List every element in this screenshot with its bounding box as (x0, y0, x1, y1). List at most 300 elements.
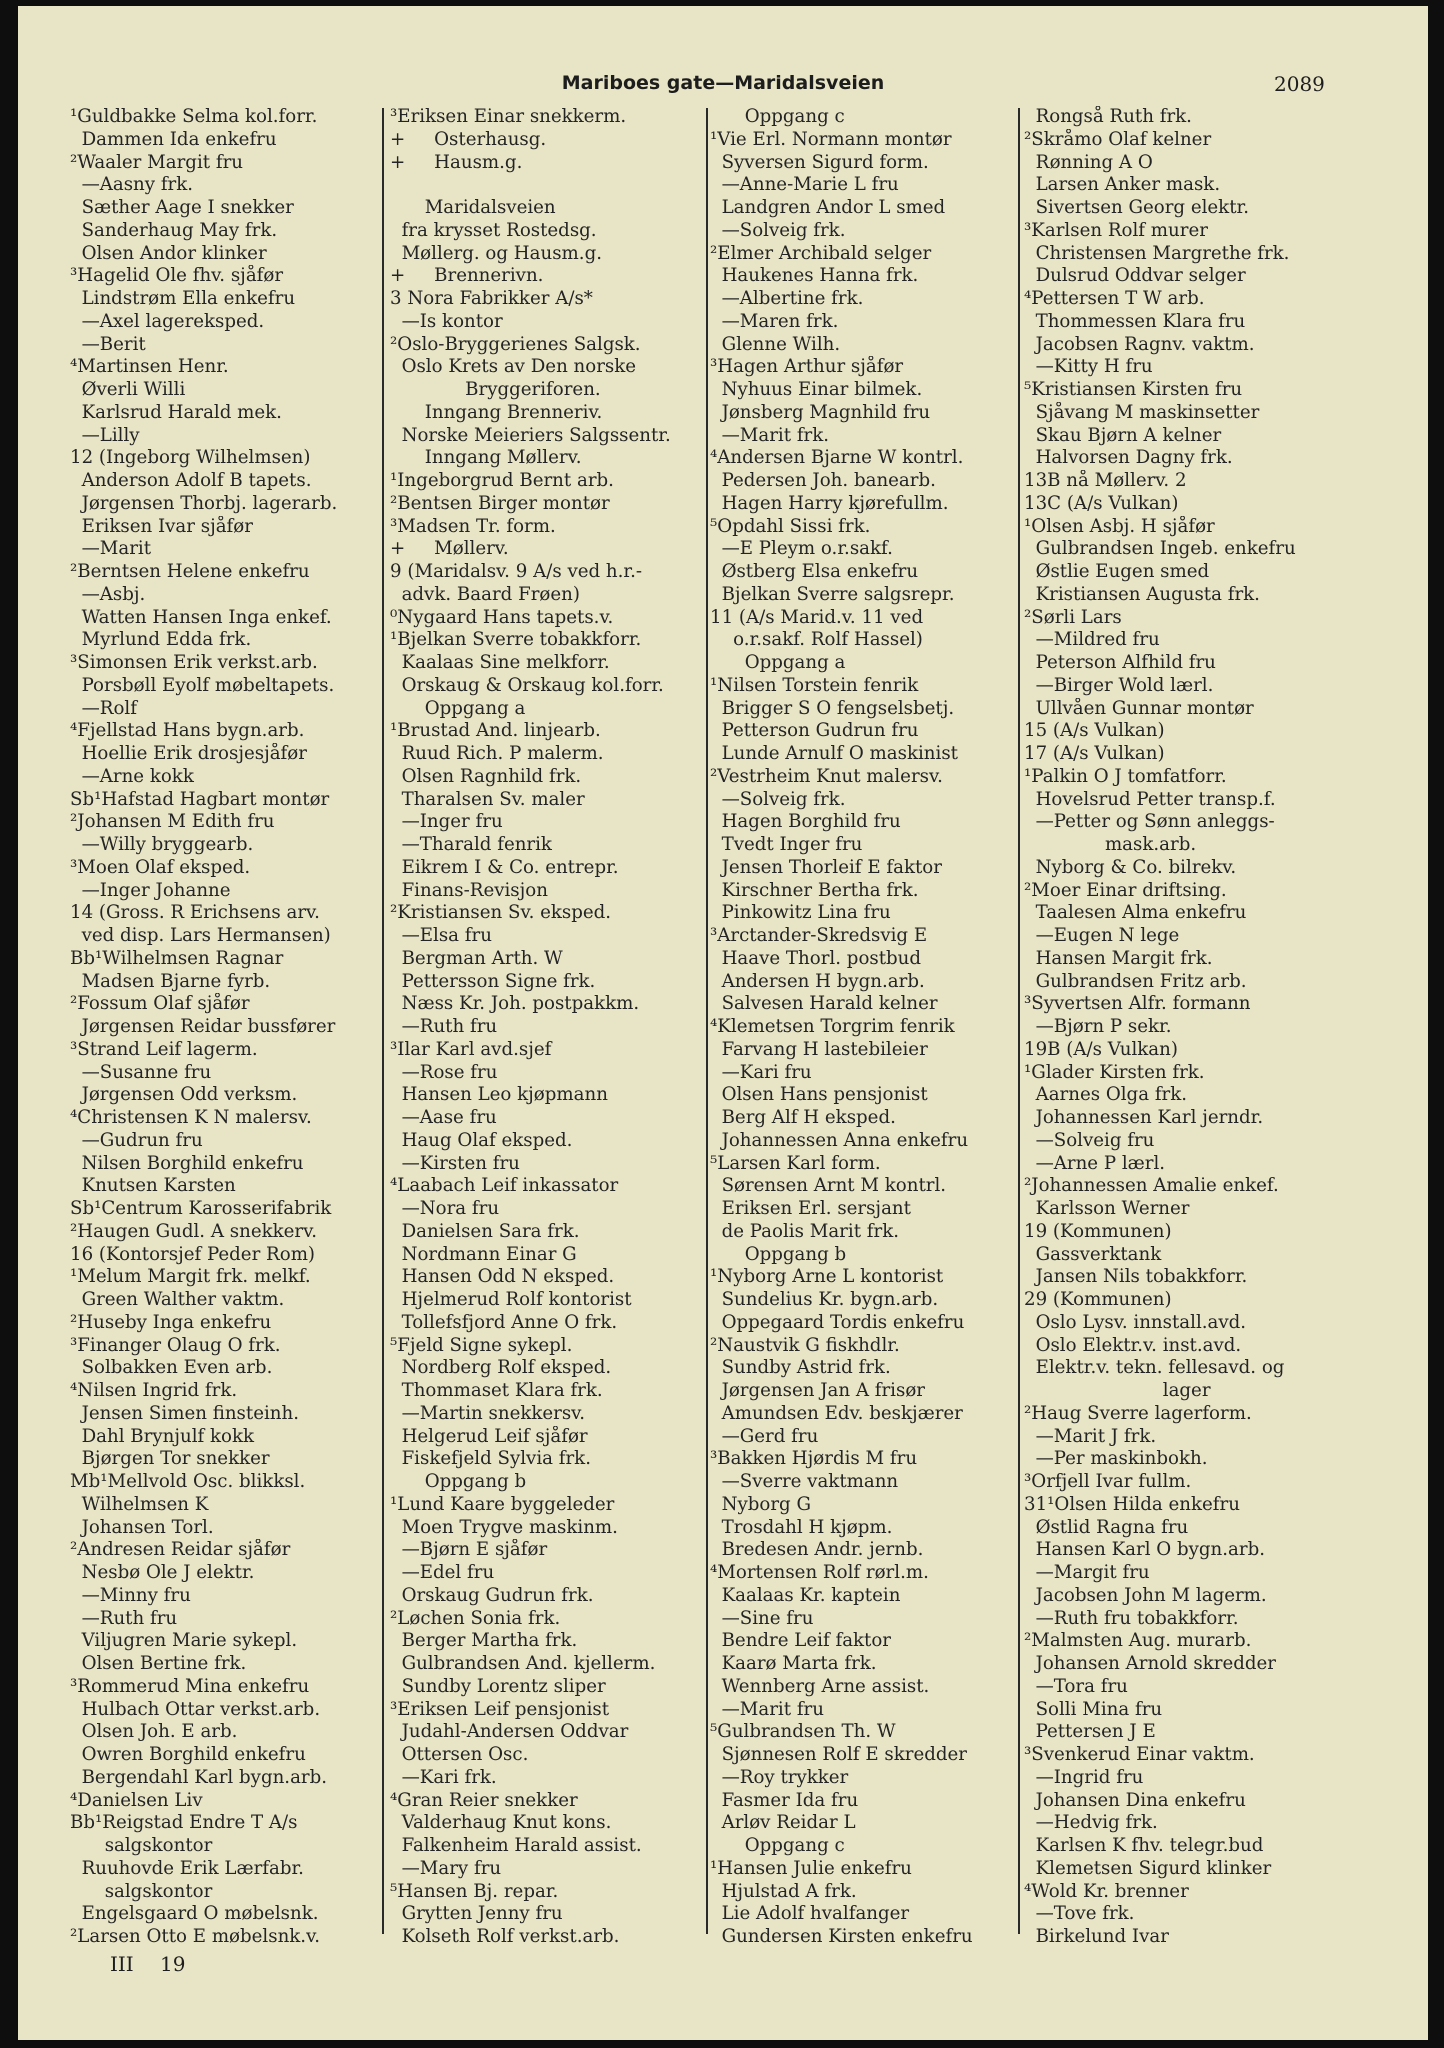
directory-entry: Norske Meieriers Salgssentr. (390, 424, 671, 446)
directory-entry: Olsen Andor klinker (70, 242, 267, 264)
directory-entry: ²Huseby Inga enkefru (70, 1311, 272, 1333)
directory-entry: ⁴Wold Kr. brenner (1024, 1880, 1189, 1902)
directory-entry: Mb¹Mellvold Osc. blikksl. (70, 1471, 306, 1492)
directory-entry: Olsen Hans pensjonist (710, 1084, 928, 1106)
directory-entry: Christensen Margrethe frk. (1024, 242, 1290, 264)
directory-entry: Østberg Elsa enkefru (710, 561, 919, 582)
directory-entry: Jacobsen Ragnv. vaktm. (1024, 333, 1255, 355)
directory-entry: Karlsson Werner (1024, 1198, 1190, 1219)
directory-entry: Hoellie Erik drosjesjåfør (70, 743, 307, 764)
directory-entry: Farvang H lastebileier (710, 1038, 928, 1060)
directory-entry: Valderhaug Knut kons. (390, 1812, 612, 1834)
page-header (18, 66, 1428, 106)
directory-entry: —Solveig frk. (710, 788, 846, 810)
directory-entry: —Ingrid fru (1024, 1766, 1144, 1788)
directory-entry: Owren Borghild enkefru (70, 1744, 306, 1765)
directory-entry: ¹Vie Erl. Normann montør (710, 128, 952, 150)
directory-entry: salgskontor (70, 1835, 213, 1856)
directory-entry: —Gerd fru (710, 1425, 819, 1447)
directory-entry: —Berit (70, 333, 146, 355)
directory-entry: + Hausm.g. (390, 151, 523, 173)
directory-entry: —Margit fru (1024, 1562, 1150, 1583)
directory-entry: Watten Hansen Inga enkef. (70, 606, 332, 628)
directory-entry: Olsen Bertine frk. (70, 1653, 247, 1674)
directory-entry: 9 (Maridalsv. 9 A/s ved h.r.- (390, 561, 643, 582)
directory-entry: —Inger fru (390, 811, 503, 833)
directory-entry: ⁵Fjeld Signe sykepl. (390, 1334, 573, 1356)
directory-entry: Johansen Torl. (70, 1516, 214, 1538)
directory-entry: Danielsen Sara frk. (390, 1220, 580, 1242)
directory-entry: Birkelund Ivar (1024, 1926, 1169, 1947)
column-divider (382, 108, 384, 1934)
directory-entry: Hansen Odd N eksped. (390, 1266, 615, 1288)
directory-entry: Bredesen Andr. jernb. (710, 1539, 924, 1561)
directory-entry: Salvesen Harald kelner (710, 993, 938, 1015)
directory-entry: Johansen Dina enkefru (1024, 1789, 1246, 1811)
directory-entry: + Osterhausg. (390, 128, 547, 150)
directory-entry: Hovelsrud Petter transp.f. (1024, 788, 1276, 810)
directory-entry: —Aasny frk. (70, 174, 194, 196)
directory-entry: —Eugen N lege (1024, 925, 1180, 946)
directory-entry: Tharalsen Sv. maler (390, 788, 585, 810)
directory-entry: ²Johansen M Edith fru (70, 811, 275, 833)
directory-entry: 12 (Ingeborg Wilhelmsen) (70, 447, 311, 469)
directory-entry: 3 Nora Fabrikker A/s* (390, 288, 593, 309)
directory-entry: 13C (A/s Vulkan) (1024, 492, 1179, 514)
directory-entry: Hjelmerud Rolf kontorist (390, 1289, 632, 1310)
directory-entry: Jønsberg Magnhild fru (710, 401, 931, 423)
directory-entry: ¹Palkin O J tomfatforr. (1024, 765, 1227, 787)
directory-entry: ³Hagen Arthur sjåfør (710, 356, 904, 378)
directory-entry: ²Kristiansen Sv. eksped. (390, 902, 612, 924)
directory-entry: 31¹Olsen Hilda enkefru (1024, 1493, 1240, 1515)
directory-entry: Peterson Alfhild fru (1024, 652, 1216, 673)
directory-entry: Halvorsen Dagny frk. (1024, 447, 1233, 469)
directory-entry: Eriksen Ivar sjåfør (70, 515, 253, 537)
directory-entry: —Maren frk. (710, 310, 839, 332)
directory-entry: ¹Bjelkan Sverre tobakkforr. (390, 629, 642, 651)
directory-entry: Oppgang a (710, 652, 846, 673)
directory-entry: —Inger Johanne (70, 879, 231, 901)
directory-entry: mask.arb. (1024, 834, 1197, 855)
directory-entry: ³Simonsen Erik verkst.arb. (70, 652, 318, 673)
directory-entry: —Mildred fru (1024, 629, 1160, 651)
directory-entry: Oslo Lysv. innstall.avd. (1024, 1311, 1247, 1333)
directory-entry: ¹Glader Kirsten frk. (1024, 1061, 1205, 1083)
directory-entry: Bjørgen Tor snekker (70, 1448, 270, 1470)
directory-entry: Sundby Astrid frk. (710, 1357, 891, 1379)
directory-entry: Gulbrandsen Fritz arb. (1024, 970, 1247, 992)
directory-entry: ⁵Larsen Karl form. (710, 1152, 881, 1174)
directory-entry: Sundelius Kr. bygn.arb. (710, 1289, 939, 1310)
directory-entry: Pettersen J E (1024, 1721, 1156, 1743)
directory-entry: Judahl-Andersen Oddvar (390, 1721, 629, 1743)
directory-entry: Karlsrud Harald mek. (70, 401, 282, 423)
directory-entry: Inngang Brenneriv. (390, 401, 603, 423)
directory-entry: advk. Baard Frøen) (390, 583, 580, 605)
directory-entry: Nordmann Einar G (390, 1243, 577, 1265)
directory-entry: 16 (Kontorsjef Peder Rom) (70, 1243, 316, 1265)
directory-entry: Sivertsen Georg elektr. (1024, 197, 1249, 218)
directory-entry: Landgren Andor L smed (710, 197, 946, 218)
directory-entry: Syversen Sigurd form. (710, 151, 929, 173)
directory-entry: Kaalaas Sine melkforr. (390, 652, 610, 673)
directory-entry: —Minny fru (70, 1584, 191, 1606)
directory-entry: —Petter og Sønn anleggs- (1024, 811, 1275, 833)
directory-entry: —Solveig fru (1024, 1129, 1155, 1151)
directory-entry: ⁴Gran Reier snekker (390, 1789, 578, 1811)
directory-entry: Johansen Arnold skredder (1024, 1653, 1276, 1674)
directory-entry: ²Andresen Reidar sjåfør (70, 1539, 291, 1561)
directory-entry: —Edel fru (390, 1562, 495, 1583)
directory-entry: ³Svenkerud Einar vaktm. (1024, 1744, 1255, 1765)
directory-entry: Lie Adolf hvalfanger (710, 1903, 910, 1925)
directory-entry: ²Berntsen Helene enkefru (70, 561, 310, 582)
directory-entry: + Brennerivn. (390, 265, 544, 287)
directory-entry: ⁵Gulbrandsen Th. W (710, 1721, 896, 1743)
directory-entry: ²Haug Sverre lagerform. (1024, 1402, 1252, 1424)
directory-entry: ³Syvertsen Alfr. formann (1024, 993, 1251, 1015)
directory-entry: Jørgensen Reidar bussfører (70, 1016, 336, 1037)
directory-entry: Øverli Willi (70, 379, 186, 400)
directory-entry: ¹Nilsen Torstein fenrik (710, 674, 919, 696)
directory-entry: Knutsen Karsten (70, 1175, 236, 1197)
page-footer: III 19 (110, 1952, 186, 1976)
column-1 (70, 106, 378, 1949)
directory-entry: Tvedt Inger fru (710, 834, 863, 855)
directory-entry: —Kirsten fru (390, 1152, 520, 1174)
directory-entry: 14 (Gross. R Erichsens arv. (70, 902, 320, 924)
directory-entry: Olsen Ragnhild frk. (390, 765, 582, 787)
directory-entry: ⁴Fjellstad Hans bygn.arb. (70, 720, 305, 742)
directory-entry: ²Johannessen Amalie enkef. (1024, 1175, 1279, 1197)
directory-entry: —Tora fru (1024, 1675, 1128, 1697)
directory-entry: ²Moer Einar driftsing. (1024, 879, 1227, 901)
directory-entry: Glenne Wilh. (710, 333, 841, 355)
directory-entry: Sb¹Hafstad Hagbart montør (70, 788, 330, 810)
directory-entry: —Anne-Marie L fru (710, 174, 899, 196)
directory-entry: ²Larsen Otto E møbelsnk.v. (70, 1926, 320, 1947)
directory-entry: ³Eriksen Leif pensjonist (390, 1698, 610, 1720)
directory-entry: Grytten Jenny fru (390, 1903, 563, 1925)
directory-entry: o.r.sakf. Rolf Hassel) (710, 629, 923, 651)
directory-entry: Sb¹Centrum Karosserifabrik (70, 1198, 332, 1219)
directory-entry: Dammen Ida enkefru (70, 128, 277, 150)
column-4 (1024, 106, 1332, 1949)
directory-entry: Arløv Reidar L (710, 1812, 856, 1834)
directory-entry: Berger Martha frk. (390, 1630, 578, 1652)
directory-entry: Thommaset Klara frk. (390, 1380, 603, 1401)
directory-entry: 15 (A/s Vulkan) (1024, 720, 1165, 742)
directory-entry: Thommessen Klara fru (1024, 310, 1246, 332)
directory-entry: Johannessen Anna enkefru (710, 1129, 969, 1151)
directory-entry: Hagen Borghild fru (710, 811, 901, 833)
directory-entry: ⁴Laabach Leif inkassator (390, 1175, 619, 1197)
directory-entry: Oppgang b (390, 1471, 527, 1492)
directory-entry: Green Walther vaktm. (70, 1289, 285, 1310)
directory-entry: Moen Trygve maskinm. (390, 1516, 618, 1538)
directory-entry: 13B nå Møllerv. 2 (1024, 470, 1187, 491)
directory-entry: Gulbrandsen Ingeb. enkefru (1024, 538, 1296, 560)
directory-entry: de Paolis Marit frk. (710, 1220, 900, 1242)
directory-entry: Haave Thorl. postbud (710, 947, 922, 969)
directory-entry: ⁴Danielsen Liv (70, 1789, 203, 1811)
directory-entry: ²Oslo-Bryggerienes Salgsk. (390, 333, 641, 355)
directory-entry: Haukenes Hanna frk. (710, 265, 919, 287)
directory-entry: ³Strand Leif lagerm. (70, 1038, 258, 1060)
directory-entry: Helgerud Leif sjåfør (390, 1425, 588, 1447)
directory-entry: —Arne P lærl. (1024, 1152, 1166, 1174)
page-number: 2089 (1274, 72, 1325, 96)
directory-entry: Dulsrud Oddvar selger (1024, 265, 1246, 287)
directory-entry (390, 174, 696, 197)
directory-entry: —Marit J frk. (1024, 1425, 1157, 1447)
directory-entry: —Hedvig frk. (1024, 1812, 1158, 1834)
directory-entry: ⁴Mortensen Rolf rørl.m. (710, 1562, 929, 1583)
directory-entry: Ottersen Osc. (390, 1744, 529, 1765)
directory-entry: Næss Kr. Joh. postpakkm. (390, 993, 640, 1015)
directory-entry: Pettersson Signe frk. (390, 970, 596, 992)
directory-entry: Klemetsen Sigurd klinker (1024, 1857, 1272, 1879)
directory-entry: Østlid Ragna fru (1024, 1516, 1189, 1538)
directory-page (18, 6, 1428, 2040)
directory-entry: ⁰Nygaard Hans tapets.v. (390, 606, 614, 628)
directory-entry: Wilhelmsen K (70, 1493, 209, 1515)
directory-entry: Trosdahl H kjøpm. (710, 1516, 893, 1538)
directory-entry: —Solveig frk. (710, 219, 846, 241)
directory-entry: Maridalsveien (390, 197, 556, 218)
directory-entry: —Rolf (70, 697, 137, 719)
directory-entry: ⁴Nilsen Ingrid frk. (70, 1380, 238, 1401)
directory-entry: Johannessen Karl jerndr. (1024, 1107, 1264, 1128)
directory-entry: Nilsen Borghild enkefru (70, 1152, 304, 1174)
directory-entry: Kristiansen Augusta frk. (1024, 583, 1260, 605)
directory-entry: Viljugren Marie sykepl. (70, 1630, 298, 1652)
directory-entry: ⁴Andersen Bjarne W kontrl. (710, 447, 964, 469)
directory-entry: Finans-Revisjon (390, 879, 548, 901)
directory-entry: Oppgang c (710, 106, 845, 127)
directory-entry: Bergman Arth. W (390, 947, 563, 969)
directory-entry: —Marit fru (710, 1698, 824, 1720)
directory-entry: —Willy bryggearb. (70, 834, 254, 855)
directory-entry: Kaarø Marta frk. (710, 1653, 877, 1674)
directory-entry: Petterson Gudrun fru (710, 720, 919, 742)
directory-entry: ²Haugen Gudl. A snekkerv. (70, 1220, 317, 1242)
directory-entry: Bjelkan Sverre salgsrepr. (710, 583, 955, 605)
directory-entry: ²Fossum Olaf sjåfør (70, 993, 250, 1015)
directory-entry: Lindstrøm Ella enkefru (70, 288, 296, 309)
directory-entry: Hagen Harry kjørefullm. (710, 492, 949, 514)
directory-entry: Jensen Thorleif E faktor (710, 856, 942, 878)
directory-entry: ²Bentsen Birger montør (390, 492, 610, 514)
directory-entry: —Kari fru (710, 1061, 812, 1083)
directory-entry: ¹Guldbakke Selma kol.forr. (70, 106, 318, 127)
directory-entry: —Rose fru (390, 1061, 498, 1083)
directory-entry: —Sine fru (710, 1607, 814, 1629)
directory-entry: ²Elmer Archibald selger (710, 242, 932, 264)
directory-entry: ¹Olsen Asbj. H sjåfør (1024, 515, 1215, 537)
directory-entry: ⁵Opdahl Sissi frk. (710, 515, 871, 537)
directory-entry: Møllerg. og Hausm.g. (390, 242, 603, 264)
directory-entry: 19B (A/s Vulkan) (1024, 1038, 1178, 1060)
directory-entry: —Sverre vaktmann (710, 1471, 899, 1492)
directory-entry: Nordberg Rolf eksped. (390, 1357, 612, 1379)
directory-entry: ³Moen Olaf ekspеd. (70, 856, 251, 878)
directory-entry: —Ruth fru (70, 1607, 178, 1629)
directory-entry: —Kari frk. (390, 1766, 497, 1788)
directory-entry: Tollefsfjord Anne O frk. (390, 1311, 618, 1333)
directory-entry: —Tove frk. (1024, 1903, 1135, 1925)
directory-entry: Haug Olaf eksped. (390, 1129, 573, 1151)
directory-entry: ²Sørli Lars (1024, 606, 1122, 628)
directory-entry: ¹Hansen Julie enkefru (710, 1857, 912, 1879)
directory-entry: ²Løchen Sonia frk. (390, 1607, 561, 1629)
directory-entry: ⁴Martinsen Henr. (70, 356, 229, 378)
directory-entry: —Kitty H fru (1024, 356, 1153, 378)
directory-entry: Oslo Krets av Den norske (390, 356, 637, 378)
directory-entry: Jørgensen Odd verksm. (70, 1084, 298, 1106)
directory-entry: —Birger Wold lærl. (1024, 674, 1214, 696)
directory-entry: ⁴Klemetsen Torgrim fenrik (710, 1016, 955, 1037)
directory-entry: Oppgang a (390, 697, 526, 719)
directory-entry: —Mary fru (390, 1857, 502, 1879)
directory-entry: ⁴Pettersen T W arb. (1024, 288, 1205, 309)
directory-entry: Sørensen Arnt M kontrl. (710, 1175, 947, 1197)
directory-entry: Hulbach Ottar verkst.arb. (70, 1698, 321, 1720)
directory-entry: —E Pleym o.r.sakf. (710, 538, 893, 560)
directory-entry: Pinkowitz Lina fru (710, 902, 891, 924)
directory-entry: Skau Bjørn A kelner (1024, 424, 1222, 446)
directory-entry: Oppegaard Tordis enkefru (710, 1311, 965, 1333)
directory-entry: —Asbj. (70, 583, 146, 605)
directory-entry: —Nora fru (390, 1198, 500, 1219)
directory-entry: ¹Melum Margit frk. melkf. (70, 1266, 311, 1288)
directory-entry: 19 (Kommunen) (1024, 1220, 1172, 1242)
directory-entry: ³Bakken Hjørdis M fru (710, 1448, 918, 1470)
directory-entry: Bb¹Reigstad Endre T A/s (70, 1812, 298, 1834)
directory-entry: —Tharald fenrik (390, 834, 552, 855)
directory-entry: Fasmer Ida fru (710, 1789, 859, 1811)
directory-entry: —Gudrun fru (70, 1129, 203, 1151)
directory-entry: —Susanne fru (70, 1061, 212, 1083)
directory-entry: —Albertine frk. (710, 288, 864, 309)
directory-entry: Inngang Møllerv. (390, 447, 582, 469)
directory-entry: Eriksen Erl. sersjant (710, 1198, 911, 1219)
directory-entry: —Marit frk. (710, 424, 830, 446)
directory-entry: —Ruth fru tobakkforr. (1024, 1607, 1239, 1629)
directory-entry: Gassverktank (1024, 1243, 1162, 1265)
directory-entry: Aarnes Olga frk. (1024, 1084, 1188, 1106)
directory-entry: Falkenheim Harald assist. (390, 1835, 642, 1856)
directory-entry: ²Skråmo Olaf kelner (1024, 128, 1212, 150)
directory-entry: Kolseth Rolf verkst.arb. (390, 1926, 620, 1947)
directory-entry: 17 (A/s Vulkan) (1024, 743, 1165, 764)
directory-entry: Madsen Bjarne fyrb. (70, 970, 271, 992)
directory-entry: Andersen H bygn.arb. (710, 970, 925, 992)
directory-entry: Lunde Arnulf O maskinist (710, 743, 958, 764)
directory-entry: ³Hagelid Ole fhv. sjåfør (70, 265, 284, 287)
directory-entry: ³Karlsen Rolf murer (1024, 219, 1208, 241)
directory-entry: ²Malmsten Aug. murarb. (1024, 1630, 1252, 1652)
column-divider (706, 108, 708, 1934)
directory-entry: Ullvåen Gunnar montør (1024, 697, 1254, 719)
directory-entry: Rongså Ruth frk. (1024, 106, 1192, 127)
directory-entry: Bendre Leif faktor (710, 1630, 892, 1652)
directory-entry: Sæther Aage I snekker (70, 197, 294, 218)
directory-entry: + Møllerv. (390, 538, 509, 560)
directory-entry: Myrlund Edda frk. (70, 629, 252, 651)
directory-entry: —Roy trykker (710, 1766, 849, 1788)
directory-entry: Taalesen Alma enkefru (1024, 902, 1247, 924)
directory-entry: —Bjørn E sjåfør (390, 1539, 548, 1561)
directory-entry: Jensen Simen finsteinh. (70, 1402, 299, 1424)
directory-entry: Fiskefjeld Sylvia frk. (390, 1448, 591, 1470)
directory-entry: Sundby Lorentz sliper (390, 1675, 606, 1697)
directory-entry: Nyborg G (710, 1493, 811, 1515)
directory-entry: Gulbrandsen And. kjellerm. (390, 1653, 656, 1674)
directory-entry: Karlsen K fhv. telegr.bud (1024, 1835, 1264, 1856)
directory-entry: Wennberg Arne assist. (710, 1675, 930, 1697)
directory-entry: ved disp. Lars Hermansen) (70, 925, 331, 946)
directory-entry: Jørgensen Thorbj. lagerarb. (70, 492, 338, 514)
directory-entry: Dahl Brynjulf kokk (70, 1425, 255, 1447)
directory-entry: Ruuhovde Erik Lærfabr. (70, 1857, 304, 1879)
directory-entry: Oslo Elektr.v. inst.avd. (1024, 1334, 1242, 1356)
directory-entry: ⁵Kristiansen Kirsten fru (1024, 379, 1243, 400)
directory-entry: 11 (A/s Marid.v. 11 ved (710, 606, 924, 628)
directory-entry: ³Finanger Olaug O frk. (70, 1334, 281, 1356)
directory-entry: Berg Alf H eksped. (710, 1107, 896, 1128)
directory-entry: Olsen Joh. E arb. (70, 1721, 238, 1743)
directory-entry: Porsbøll Eyolf møbeltapets. (70, 674, 335, 696)
directory-entry: ³Ilar Karl avd.sjef (390, 1038, 552, 1060)
directory-entry: ³Orfjell Ivar fullm. (1024, 1471, 1192, 1492)
directory-entry: Bryggeriforen. (390, 379, 601, 400)
directory-entry: Brigger S O fengselsbetj. (710, 697, 955, 719)
directory-entry: —Aase fru (390, 1107, 497, 1128)
directory-entry: ¹Brustad And. linjearb. (390, 720, 601, 742)
directory-entry: Sanderhaug May frk. (70, 219, 278, 241)
directory-entry: —Is kontor (390, 310, 503, 332)
page-title: Mariboes gate—Maridalsveien (561, 72, 885, 94)
directory-entry: Sjønnesen Rolf E skredder (710, 1744, 967, 1765)
directory-entry: Bb¹Wilhelmsen Ragnar (70, 947, 284, 969)
directory-entry: —Arne kokk (70, 765, 194, 787)
directory-entry: —Axel lagereksped. (70, 310, 265, 332)
directory-entry: Ruud Rich. P malerm. (390, 743, 604, 764)
directory-entry: —Marit (70, 538, 152, 560)
directory-entry: ¹Ingeborgrud Bernt arb. (390, 470, 614, 491)
directory-entry: ³Arctander-Skredsvig E (710, 925, 928, 946)
directory-entry: ¹Nyborg Arne L kontorist (710, 1266, 944, 1288)
directory-entry: Orskaug & Orskaug kol.forr. (390, 674, 664, 696)
directory-entry: Hansen Leo kjøpmann (390, 1084, 608, 1106)
directory-entry: Pedersen Joh. banearb. (710, 470, 936, 491)
directory-entry: —Martin snekkersv. (390, 1402, 586, 1424)
directory-entry: Elektr.v. tekn. fellesavd. og (1024, 1357, 1285, 1379)
directory-entry: ²Waaler Margit fru (70, 151, 243, 173)
directory-entry: Engelsgaard O møbelsnk. (70, 1903, 319, 1925)
directory-entry: Rønning A O (1024, 151, 1153, 173)
directory-entry: Solbakken Even arb. (70, 1357, 273, 1379)
directory-entry: 29 (Kommunen) (1024, 1289, 1172, 1310)
directory-entry: Østlie Eugen smed (1024, 561, 1210, 582)
directory-entry: Jansen Nils tobakkforr. (1024, 1266, 1248, 1288)
directory-entry: Orskaug Gudrun frk. (390, 1584, 594, 1606)
directory-entry: Oppgang c (710, 1835, 845, 1856)
directory-entry: Hansen Karl O bygn.arb. (1024, 1539, 1266, 1561)
directory-entry: Oppgang b (710, 1243, 847, 1265)
